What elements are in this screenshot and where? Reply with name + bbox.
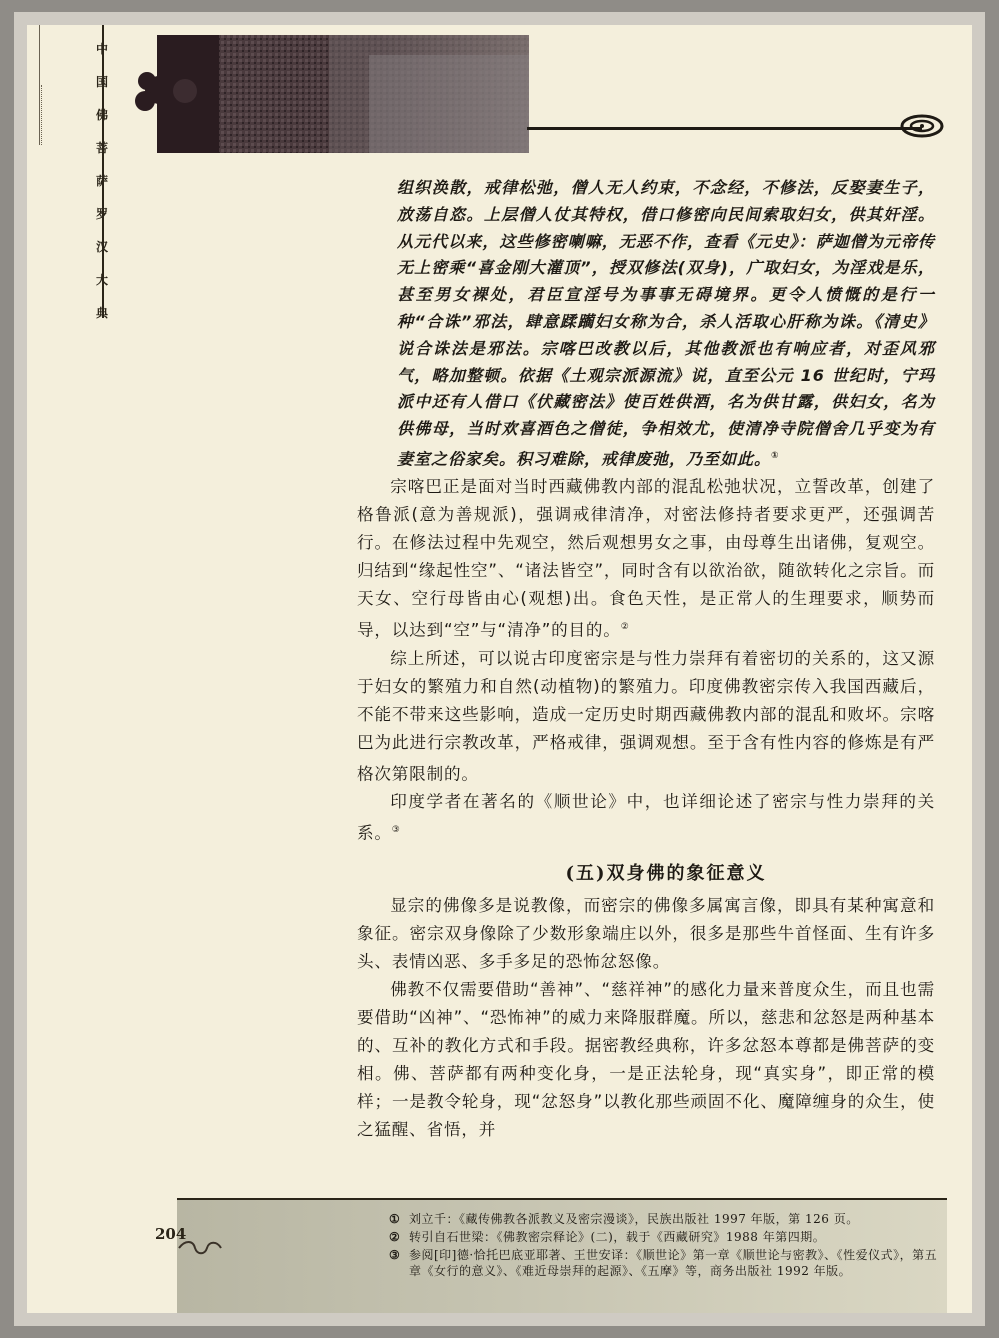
body-paragraph: 宗喀巴正是面对当时西藏佛教内部的混乱松弛状况，立誓改革，创建了格鲁派(意为善规派)，强调戒律清净，对密法修持者要求更严，还强调苦行。在修法过程中先观空，然后观想男女之事，由母尊生出诸佛，复观空。归结到“缘起性空”、“诸法皆空”，同时含有以欲治欲，随欲转化之宗旨。而天女、空行母皆由心(观想)出。食色天性，是正常人的生理要求，顺势而导，以达到“空”与“清净”的目的。② [357,477,935,640]
footnote-item [389,1211,939,1227]
footnotes [389,1211,939,1281]
series-char: 汉 [95,240,108,254]
book-page [27,25,972,1313]
series-char: 典 [95,306,108,320]
footnote-text: 参阅[印]德·恰托巴底亚耶著、王世安译：《顺世论》第一章《顺世论与密教》、《性爱仪式》，第五章《女行的意义》、《难近母崇拜的起源》、《五摩》等，商务出版社 1992 年版。 [409,1248,938,1278]
header-rule [527,127,922,130]
series-char: 佛 [95,108,108,122]
footnote-mark: ② [389,1230,401,1244]
series-char: 中 [95,42,108,56]
footnote-item [389,1229,939,1245]
left-margin-rule [39,25,40,145]
header-banner-image [119,35,529,153]
main-text [357,175,935,1144]
cloud-scroll-icon [899,113,945,139]
series-char: 萨 [95,174,108,188]
paragraph-group-2 [357,892,935,1144]
paragraph-group-1 [357,473,935,848]
footnote-text: 刘立千：《藏传佛教各派教义及密宗漫谈》，民族出版社 1997 年版，第 126 页。 [409,1212,859,1226]
body-paragraph: 综上所述，可以说古印度密宗是与性力崇拜有着密切的关系的，这又源于妇女的繁殖力和自然(动植物)的繁殖力。印度佛教密宗传入我国西藏后，不能不带来这些影响，造成一定历史时期西藏佛教内部的混乱和败坏。宗喀巴为此进行宗教改革，严格戒律，强调观想。至于含有性内容的修炼是有严格次第限制的。 [357,648,935,784]
dotted-margin-line [41,85,44,145]
page-number: 204 [155,1225,187,1243]
footnote-mark: ③ [389,1248,401,1262]
footnote-item [389,1247,939,1279]
body-paragraph: 佛教不仅需要借助“善神”、“慈祥神”的感化力量来普度众生，而且也需要借助“凶神”、“恐怖神”的威力来降服群魔。所以，慈悲和忿怒是两种基本的、互补的教化方式和手段。据密教经典称，许多忿怒本尊都是佛菩萨的变相。佛、菩萨都有两种变化身，一是正法轮身，现“真实身”，即正常的模样；一是教令轮身，现“忿怒身”以教化那些顽固不化、魔障缠身的众生，使之猛醒、省悟，并 [357,979,935,1139]
body-paragraph: 显宗的佛像多是说教像，而密宗的佛像多属寓言像，即具有某种寓意和象征。密宗双身像除了少数形象端庄以外，很多是那些牛首怪面、生有许多头、表情凶恶、多手多足的恐怖忿怒像。 [357,895,935,971]
swirl-ornament-icon [177,1239,223,1257]
series-char: 国 [95,75,108,89]
footer-rule [177,1198,947,1200]
footnote-ref[interactable]: ② [620,622,630,633]
footnote-text: 转引自石世梁：《佛教密宗释论》(二)，载于《西藏研究》1988 年第四期。 [409,1230,826,1244]
footnote-ref[interactable]: ③ [391,825,401,836]
section-heading: (五)双身佛的象征意义 [565,862,767,884]
series-char: 大 [95,273,108,287]
series-char: 菩 [95,141,108,155]
footnote-mark: ① [389,1212,401,1226]
series-title-vertical [82,33,122,330]
series-char: 罗 [95,207,108,221]
body-paragraph: 印度学者在著名的《顺世论》中，也详细论述了密宗与性力崇拜的关系。③ [357,792,935,843]
block-quote: 组织涣散，戒律松弛，僧人无人约束，不念经，不修法，反娶妻生子，放荡自恣。上层僧人仗其特权，借口修密向民间索取妇女，供其奸淫。从元代以来，这些修密喇嘛，无恶不作，查看《元史》：萨迦僧为元帝传无上密乘“喜金刚大灌顶”，授双修法(双身)，广取妇女，为淫戏是乐，甚至男女裸处，君臣宣淫号为事事无碍境界。更令人愤慨的是行一种“合诛”邪法，肆意蹂躏妇女称为合，杀人活取心肝称为诛。《清史》说合诛法是邪法。宗喀巴改教以后，其他教派也有响应者，对歪风邪气，略加整顿。依据《土观宗派源流》说，直至公元 16 世纪时，宁玛派中还有人借口《伏藏密法》使百姓供酒，名为供甘露，供妇女，名为供佛母，当时欢喜酒色之僧徒，争相效尤，使清净寺院僧舍几乎变为有妻室之俗家矣。积习难除，戒律废弛，乃至如此。① [397,178,935,469]
